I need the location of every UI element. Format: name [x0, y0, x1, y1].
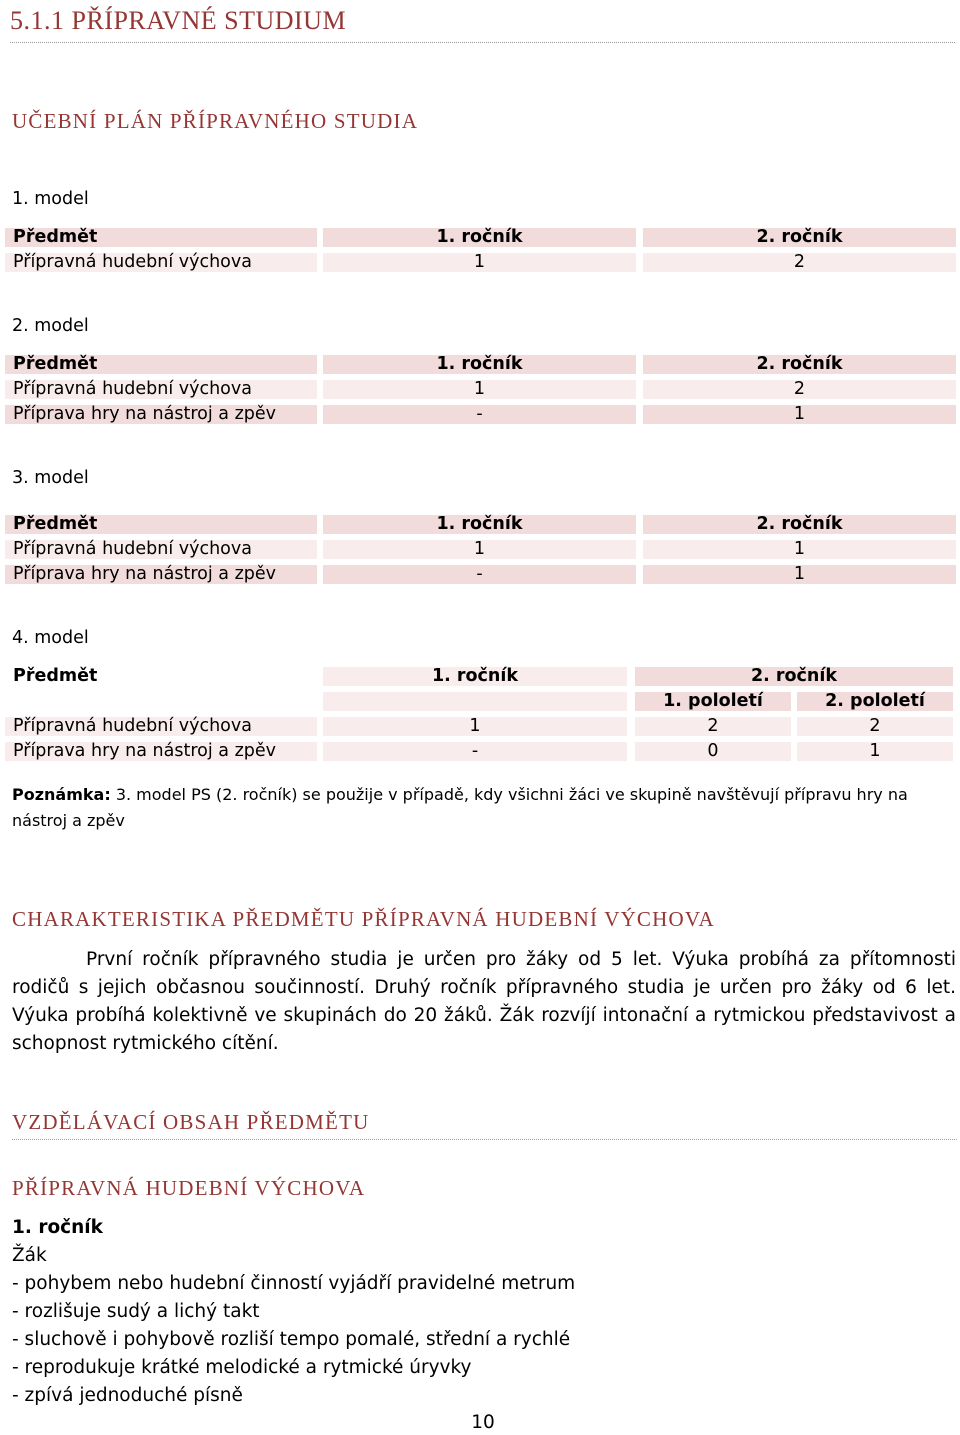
model-4-title: 4. model: [12, 628, 89, 648]
page-number: 10: [471, 1412, 495, 1433]
model-1-title: 1. model: [12, 189, 89, 209]
characteristics-heading: CHARAKTERISTIKA PŘEDMĚTU PŘÍPRAVNÁ HUDEBNÍ VÝCHOVA: [12, 907, 715, 931]
model-2-title: 2. model: [12, 316, 89, 336]
grade-label: 1. ročník: [12, 1217, 103, 1238]
header-year-1-spacer: [323, 692, 627, 711]
table-row-value: 1: [323, 540, 636, 559]
header-semester-1: 1. pololetí: [635, 692, 791, 711]
table-row-subject: Přípravná hudební výchova: [5, 540, 317, 559]
header-year-2: 2. ročník: [643, 515, 956, 534]
table-row-value: 1: [643, 540, 956, 559]
table-row-value: -: [323, 742, 627, 761]
header-year-2: 2. ročník: [643, 355, 956, 374]
plan-heading: UČEBNÍ PLÁN PŘÍPRAVNÉHO STUDIA: [12, 109, 419, 133]
plan-note: [12, 782, 956, 834]
list-item: - reprodukuje krátké melodické a rytmické úryvky: [12, 1357, 472, 1378]
table-row-subject: Příprava hry na nástroj a zpěv: [5, 565, 317, 584]
note-text: 3. model PS (2. ročník) se použije v případě, kdy všichni žáci ve skupině navštěvují přípravu hry na: [110, 785, 908, 804]
header-year-1: 1. ročník: [323, 228, 636, 247]
content-heading: VZDĚLÁVACÍ OBSAH PŘEDMĚTU: [12, 1108, 957, 1140]
header-subject: Předmět: [5, 515, 317, 534]
table-row-value: 1: [323, 717, 627, 736]
table-row-value: -: [323, 565, 636, 584]
header-year-1: 1. ročník: [323, 355, 636, 374]
characteristics-text: První ročník přípravného studia je určen pro žáky od 5 let. Výuka probíhá za přítomnosti rodičů s jejich občasnou součinností. Druhý ročník přípravného studia je určen pro žáky od 6 let. Výuka probíhá kolektivně ve skupinách do 20 žáků. Žák rozvíjí intonační a rytmickou představivost a schopnost rytmického cítění.: [12, 949, 956, 1054]
list-item: - pohybem nebo hudební činností vyjádří pravidelné metrum: [12, 1273, 576, 1294]
header-year-2: 2. ročník: [643, 228, 956, 247]
header-subject-spacer: [5, 692, 317, 711]
list-item: - sluchově i pohybově rozliší tempo pomalé, střední a rychlé: [12, 1329, 571, 1350]
model-3-title: 3. model: [12, 468, 89, 488]
list-item: - rozlišuje sudý a lichý takt: [12, 1301, 260, 1322]
table-row-subject: Přípravná hudební výchova: [5, 380, 317, 399]
characteristics-paragraph: [12, 946, 956, 1058]
table-row-subject: Příprava hry na nástroj a zpěv: [5, 742, 317, 761]
section-heading: 5.1.1 PŘÍPRAVNÉ STUDIUM: [10, 4, 955, 43]
table-row-value: 1: [323, 253, 636, 272]
table-row-value: 1: [643, 405, 956, 424]
header-year-1: 1. ročník: [323, 515, 636, 534]
table-row-value: -: [323, 405, 636, 424]
table-row-value: 2: [797, 717, 953, 736]
table-row-value: 1: [643, 565, 956, 584]
subject-heading: PŘÍPRAVNÁ HUDEBNÍ VÝCHOVA: [12, 1176, 366, 1200]
header-subject: Předmět: [5, 355, 317, 374]
table-row-subject: Příprava hry na nástroj a zpěv: [5, 405, 317, 424]
note-text-continued: nástroj a zpěv: [12, 811, 125, 830]
table-row-value: 2: [643, 253, 956, 272]
table-row-value: 2: [643, 380, 956, 399]
header-year-1: 1. ročník: [323, 667, 627, 686]
list-item: - zpívá jednoduché písně: [12, 1385, 243, 1406]
table-row-value: 1: [323, 380, 636, 399]
header-semester-2: 2. pololetí: [797, 692, 953, 711]
note-label: Poznámka:: [12, 785, 111, 804]
header-year-2: 2. ročník: [635, 667, 953, 686]
header-subject: Předmět: [13, 666, 98, 686]
table-row-value: 2: [635, 717, 791, 736]
table-row-subject: Přípravná hudební výchova: [5, 717, 317, 736]
header-subject: Předmět: [5, 228, 317, 247]
table-row-subject: Přípravná hudební výchova: [5, 253, 317, 272]
pupil-label: Žák: [12, 1245, 47, 1266]
table-row-value: 1: [797, 742, 953, 761]
table-row-value: 0: [635, 742, 791, 761]
